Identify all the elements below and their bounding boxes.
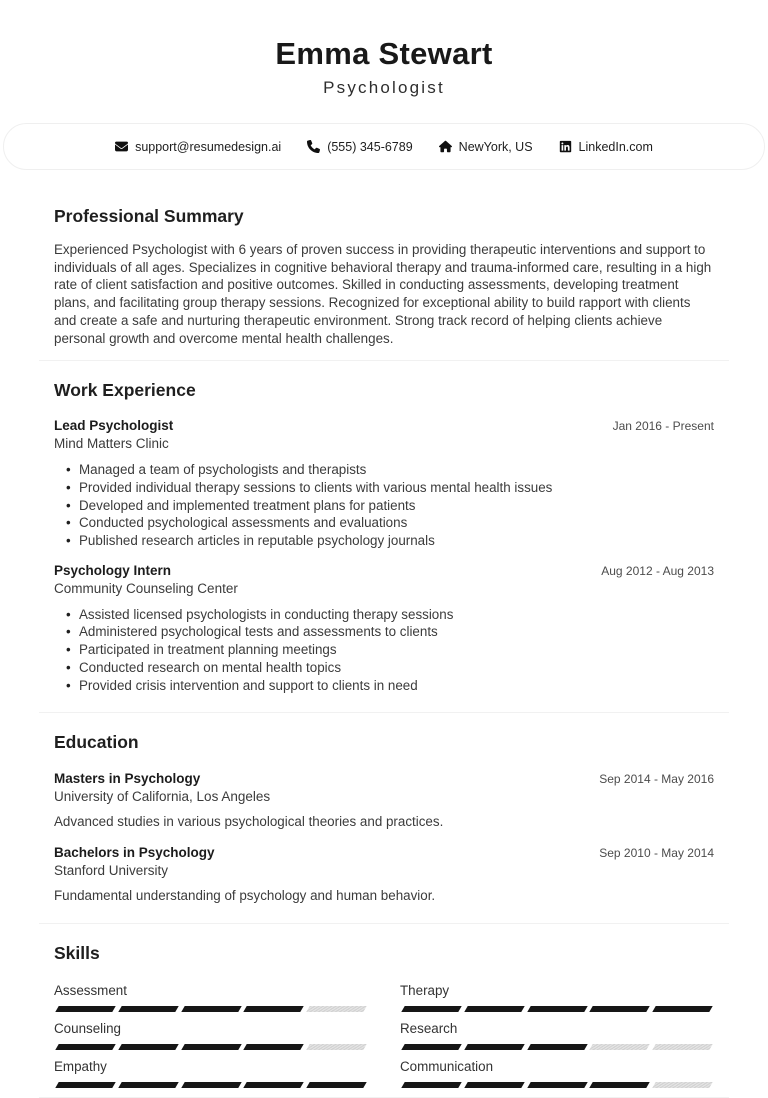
person-job-title: Psychologist <box>323 78 445 97</box>
skill-bar-segment <box>55 1006 115 1012</box>
job-bullet: • Developed and implemented treatment plans for patients <box>66 497 714 515</box>
job-header-row <box>54 417 714 435</box>
education-description: Advanced studies in various psychological theories and practices. <box>54 814 444 830</box>
skill-bar-segment <box>464 1082 524 1088</box>
skill-level-bar <box>400 1044 714 1050</box>
job-entry <box>54 417 714 550</box>
summary-section-title: Professional Summary <box>54 206 244 226</box>
job-role: Lead Psychologist <box>54 418 174 434</box>
skill-bar-segment <box>464 1044 524 1050</box>
skill-bar-segment <box>401 1006 461 1012</box>
skill-item <box>54 1059 368 1088</box>
job-entry <box>54 562 714 695</box>
skills-section-title: Skills <box>54 943 100 964</box>
work-section-title: Work Experience <box>54 380 196 401</box>
job-bullet: • Participated in treatment planning meetings <box>66 641 714 659</box>
skill-item <box>54 1021 368 1050</box>
job-bullet: • Provided crisis intervention and support to clients in need <box>66 677 714 695</box>
skill-bar-segment <box>590 1006 650 1012</box>
contact-bar <box>3 123 765 170</box>
education-degree: Masters in Psychology <box>54 771 201 787</box>
job-bullet: • Provided individual therapy sessions to clients with various mental health issues <box>66 479 714 497</box>
skill-name: Therapy <box>400 983 450 999</box>
skill-level-bar <box>54 1044 368 1050</box>
skill-name: Assessment <box>54 983 127 999</box>
skill-bar-segment <box>55 1044 115 1050</box>
education-degree: Bachelors in Psychology <box>54 845 215 861</box>
phone-icon <box>307 140 320 153</box>
skill-bar-segment <box>401 1082 461 1088</box>
education-entry <box>54 844 714 905</box>
skill-bar-segment <box>118 1044 178 1050</box>
job-company: Mind Matters Clinic <box>54 436 169 452</box>
skill-item <box>400 1021 714 1050</box>
section-professional-summary <box>39 170 729 347</box>
skill-bar-segment <box>244 1044 304 1050</box>
skill-bar-segment <box>652 1082 712 1088</box>
skill-item <box>54 983 368 1012</box>
linkedin-icon <box>559 140 572 153</box>
skill-bar-segment <box>527 1006 587 1012</box>
skills-grid <box>54 983 714 1097</box>
skill-name: Counseling <box>54 1021 121 1037</box>
skill-bar-segment <box>306 1006 366 1012</box>
skill-name: Empathy <box>54 1059 107 1075</box>
contact-location <box>439 140 533 154</box>
education-school: Stanford University <box>54 863 169 879</box>
section-education <box>39 713 729 905</box>
resume-content <box>39 170 729 1098</box>
education-date-range: Sep 2014 - May 2016 <box>599 772 714 787</box>
skill-bar-segment <box>181 1006 241 1012</box>
skill-bar-segment <box>652 1044 712 1050</box>
education-school: University of California, Los Angeles <box>54 789 271 805</box>
contact-phone[interactable] <box>307 140 412 154</box>
skill-bar-segment <box>590 1082 650 1088</box>
contact-phone-label: (555) 345-6789 <box>327 139 413 154</box>
skill-level-bar <box>400 1082 714 1088</box>
skill-bar-segment <box>464 1006 524 1012</box>
skill-bar-segment <box>244 1006 304 1012</box>
skill-bar-segment <box>306 1082 366 1088</box>
job-date-range: Aug 2012 - Aug 2013 <box>601 563 714 578</box>
skill-bar-segment <box>652 1006 712 1012</box>
skill-bar-segment <box>306 1044 366 1050</box>
skill-name: Research <box>400 1021 458 1037</box>
job-header-row <box>54 562 714 580</box>
skill-bar-segment <box>244 1082 304 1088</box>
skill-level-bar <box>54 1006 368 1012</box>
skill-name: Communication <box>400 1059 494 1075</box>
job-date-range: Jan 2016 - Present <box>612 419 714 434</box>
job-bullet: • Published research articles in reputable psychology journals <box>66 532 714 550</box>
skill-bar-segment <box>181 1044 241 1050</box>
education-date-range: Sep 2010 - May 2014 <box>599 846 714 861</box>
skill-bar-segment <box>118 1082 178 1088</box>
job-bullet-list <box>66 606 714 695</box>
job-bullet-list <box>66 461 714 550</box>
skill-item <box>400 983 714 1012</box>
education-header-row <box>54 770 714 788</box>
summary-text: Experienced Psychologist with 6 years of proven success in providing therapeutic interventions and support to individuals of all ages. Specializes in cognitive behavioral therapy and trauma-informed care, resulting in a high rate of client satisfaction and positive outcomes. Skilled in conducting assessments, developing treatment plans, and facilitating group therapy sessions. Recognized for exceptional ability to build rapport with clients and create a safe and nurturing therapeutic environment. Strong track record of helping clients achieve personal growth and overcome mental health challenges. <box>54 242 712 346</box>
job-bullet: • Managed a team of psychologists and therapists <box>66 461 714 479</box>
skill-bar-segment <box>118 1006 178 1012</box>
education-entry <box>54 770 714 831</box>
skill-bar-segment <box>401 1044 461 1050</box>
contact-location-label: NewYork, US <box>458 139 533 154</box>
education-description: Fundamental understanding of psychology and human behavior. <box>54 888 436 904</box>
contact-linkedin-label: LinkedIn.com <box>578 139 653 154</box>
resume-header <box>0 0 768 98</box>
skill-bar-segment <box>527 1082 587 1088</box>
skill-level-bar <box>54 1082 368 1088</box>
job-role: Psychology Intern <box>54 562 172 578</box>
education-section-title: Education <box>54 732 139 753</box>
skill-bar-segment <box>590 1044 650 1050</box>
skill-level-bar <box>400 1006 714 1012</box>
job-company: Community Counseling Center <box>54 580 238 596</box>
envelope-icon <box>115 140 128 153</box>
job-bullet: • Administered psychological tests and assessments to clients <box>66 623 714 641</box>
person-name: Emma Stewart <box>275 36 493 71</box>
contact-linkedin[interactable] <box>559 140 653 154</box>
skill-item <box>400 1059 714 1088</box>
education-header-row <box>54 844 714 862</box>
skill-bar-segment <box>527 1044 587 1050</box>
job-bullet: • Conducted research on mental health topics <box>66 659 714 677</box>
skill-bar-segment <box>55 1082 115 1088</box>
contact-email-label: support@resumedesign.ai <box>135 139 282 154</box>
skill-bar-segment <box>181 1082 241 1088</box>
job-bullet: • Conducted psychological assessments and evaluations <box>66 514 714 532</box>
contact-email[interactable] <box>115 140 281 154</box>
section-skills <box>39 924 729 1097</box>
section-work-experience <box>39 361 729 694</box>
home-icon <box>439 140 452 153</box>
job-bullet: • Assisted licensed psychologists in conducting therapy sessions <box>66 606 714 624</box>
